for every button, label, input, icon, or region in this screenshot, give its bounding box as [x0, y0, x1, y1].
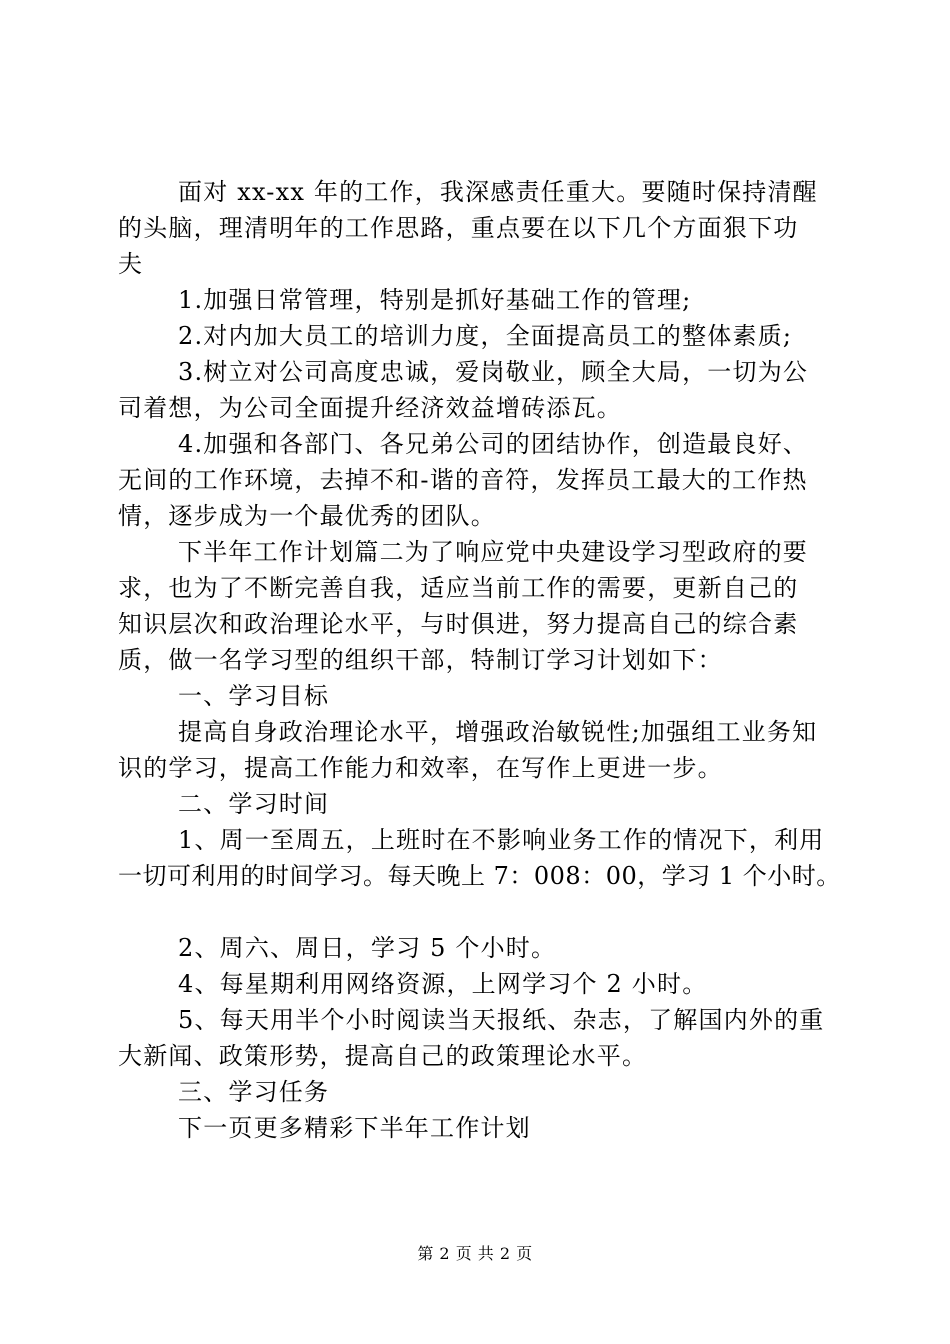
paragraph-item-4: 4.加强和各部门、各兄弟公司的团结协作，创造最良好、 无间的工作环境，去掉不和-谐的音符，发挥员工最大的工作热 情，逐步成为一个最优秀的团队。 — [118, 430, 809, 530]
paragraph-time-5: 5、每天用半个小时阅读当天报纸、杂志，了解国内外的重 大新闻、政策形势，提高自己的政策理论水平。 — [118, 1006, 825, 1070]
heading-study-goal: 一、学习目标 — [178, 682, 330, 710]
paragraph-next-page: 下一页更多精彩下半年工作计划 — [178, 1114, 531, 1142]
paragraph-intro: 面对 xx-xx 年的工作，我深感责任重大。要随时保持清醒 的头脑，理清明年的工作思路，重点要在以下几个方面狠下功 夫 — [118, 178, 818, 278]
page-number-footer: 第 2 页 共 2 页 — [417, 1244, 533, 1263]
paragraph-item-1: 1.加强日常管理，特别是抓好基础工作的管理; — [178, 286, 692, 314]
blank-line — [118, 894, 838, 930]
paragraph-time-4: 4、每星期利用网络资源，上网学习个 2 小时。 — [178, 970, 708, 998]
paragraph-item-2: 2.对内加大员工的培训力度，全面提高员工的整体素质; — [178, 322, 793, 350]
paragraph-plan-two: 下半年工作计划篇二为了响应党中央建设学习型政府的要 求，也为了不断完善自我，适应当前工作的需要，更新自己的 知识层次和政治理论水平，与时俱进，努力提高自己的综合素 质，做一名学习型的组织干部，特制订学习计划如下： — [118, 538, 808, 674]
document-body — [118, 174, 841, 1146]
paragraph-item-3: 3.树立对公司高度忠诚，爱岗敬业，顾全大局，一切为公 司着想，为公司全面提升经济效益增砖添瓦。 — [118, 358, 809, 422]
paragraph-time-2: 2、周六、周日，学习 5 个小时。 — [178, 934, 557, 962]
heading-study-time: 二、学习时间 — [178, 790, 330, 818]
heading-study-task: 三、学习任务 — [178, 1078, 330, 1106]
paragraph-study-goal: 提高自身政治理论水平，增强政治敏锐性;加强组工业务知 识的学习，提高工作能力和效率，在写作上更进一步。 — [118, 718, 818, 782]
paragraph-time-1: 1、周一至周五，上班时在不影响业务工作的情况下，利用 一切可利用的时间学习。每天晚上 7：008：00，学习 1 个小时。 — [118, 826, 841, 890]
